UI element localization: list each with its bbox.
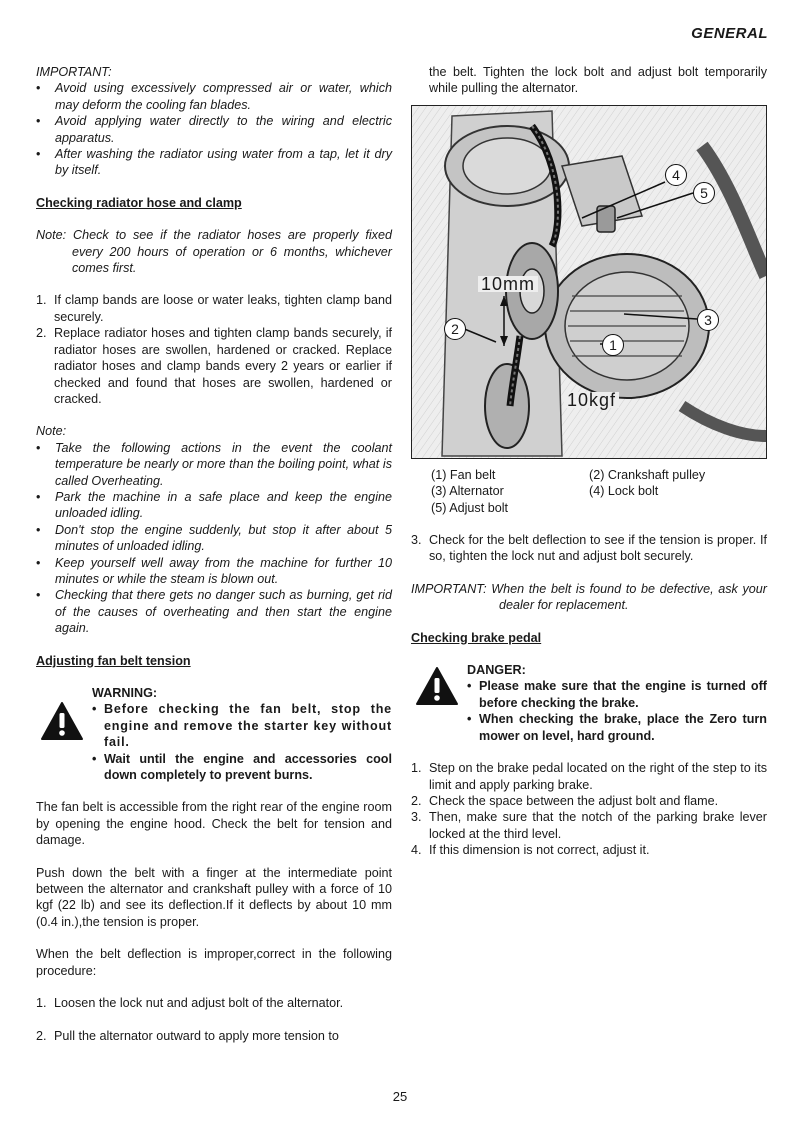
brake-step: 2. Check the space between the adjust bolt and flame. [411,793,719,808]
danger-icon [415,666,459,706]
legend-item: (1) Fan belt [431,467,496,482]
fanbelt-paragraph: Push down the belt with a finger at the intermediate point between the alternator and crankshaft pulley with a force of 10 kgf (22 lb) and see its deflection.If it deflects by about 10 mm (0.4 in.),the tension is proper. [36,865,392,929]
legend-item: (2) Crankshaft pulley [589,467,706,482]
brake-heading: Checking brake pedal [411,630,542,645]
radiator-step: 1. If clamp bands are loose or water leaks, tighten clamp band securely. [36,293,392,324]
step2-continuation: the belt. Tighten the lock bolt and adjust bolt temporarily while pulling the alternator. [429,65,767,96]
radiator-heading: Checking radiator hose and clamp [36,195,242,210]
important-replacement: IMPORTANT: When the belt is found to be defective, ask your dealer for replacement. [411,581,767,613]
section-header: GENERAL [691,25,768,42]
note-label: Note: [36,424,67,439]
note-item: • Don't stop the engine suddenly, but stop it after about 5 minutes of unloaded idling. [36,522,392,555]
figure-legend [411,467,767,516]
callout-3: 3 [697,309,719,331]
fanbelt-heading: Adjusting fan belt tension [36,653,191,668]
note-item: • Park the machine in a safe place and keep the engine unloaded idling. [36,489,392,522]
callout-1: 1 [602,334,624,356]
warning-icon [40,701,84,741]
brake-step: 1. Step on the brake pedal located on the right of the step to its limit and apply parking brake. [411,761,767,792]
danger-title: DANGER: [467,663,526,678]
warning-box [40,685,392,783]
radiator-note: Note: Check to see if the radiator hoses are properly fixed every 200 hours of operation or 6 months, whichever comes first. [36,228,392,276]
legend-item: (4) Lock bolt [589,484,659,499]
warning-title: WARNING: [92,686,158,700]
warning-item: • Before checking the fan belt, stop the engine and remove the starter key without fail. [92,701,392,750]
right-column [411,64,767,859]
danger-item: • When checking the brake, place the Zero turn mower on level, hard ground. [467,711,767,744]
callout-4: 4 [665,164,687,186]
fanbelt-step: 3. Check for the belt deflection to see if the tension is proper. If so, tighten the lock nut and adjust bolt securely. [411,533,767,564]
warning-item: • Wait until the engine and accessories cool down completely to prevent burns. [92,751,392,784]
radiator-step: 2. Replace radiator hoses and tighten clamp bands securely, if radiator hoses are swollen, hardened or cracked. Replace radiator hoses and clamp bands every 2 years or earlier if checked and found that hoses are swollen, hardened or cracked. [36,326,392,406]
note-item: • Checking that there gets no danger such as burning, get rid of the causes of overheating and then start the engine again. [36,587,392,636]
force-label: 10kgf [564,392,619,408]
important-label: IMPORTANT: [36,65,112,79]
callout-2: 2 [444,318,466,340]
fanbelt-step: 1. Loosen the lock nut and adjust bolt of the alternator. [36,996,344,1011]
fan-belt-figure [411,105,767,459]
legend-item: (3) Alternator [431,484,504,499]
note-item: • Keep yourself well away from the machine for further 10 minutes or while the steam is blown out. [36,555,392,588]
fanbelt-paragraph: The fan belt is accessible from the right rear of the engine room by opening the engine hood. Check the belt for tension and damage. [36,800,392,848]
legend-item: (5) Adjust bolt [431,500,509,515]
important-item: • Avoid using excessively compressed air or water, which may deform the cooling fan blades. [36,80,392,113]
page-number: 25 [392,1089,408,1104]
deflection-label: 10mm [478,276,538,292]
left-column [36,64,392,1044]
important-item: • After washing the radiator using water from a tap, let it dry by itself. [36,146,392,179]
danger-item: • Please make sure that the engine is turned off before checking the brake. [467,678,767,711]
brake-step: 3. Then, make sure that the notch of the parking brake lever locked at the third level. [411,810,767,841]
fanbelt-paragraph: When the belt deflection is improper,correct in the following procedure: [36,947,392,978]
callout-5: 5 [693,182,715,204]
fanbelt-step: 2. Pull the alternator outward to apply more tension to [36,1028,339,1043]
callout-leaders [412,106,766,458]
note-item: • Take the following actions in the event the coolant temperature be nearly or more than the boiling point, what is called Overheating. [36,440,392,489]
danger-box [415,662,767,744]
brake-step: 4. If this dimension is not correct, adjust it. [411,843,650,858]
important-item: • Avoid applying water directly to the wiring and electric apparatus. [36,113,392,146]
